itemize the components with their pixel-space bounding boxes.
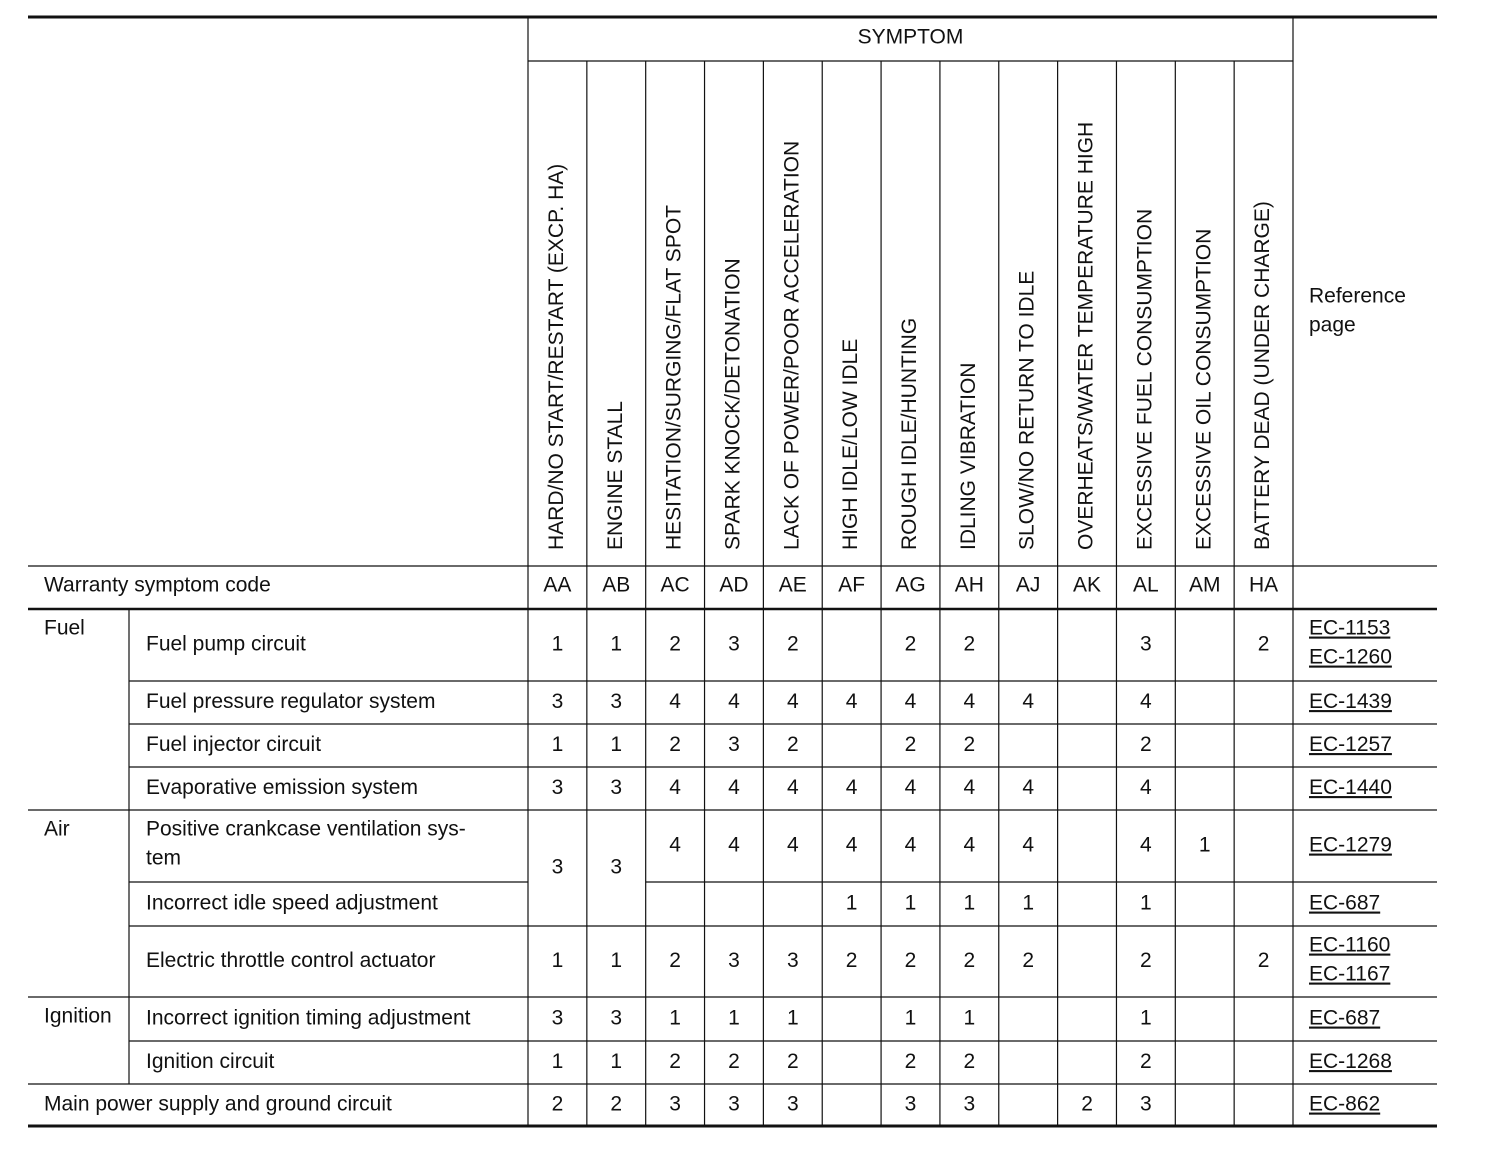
symptom-column-header: IDLING VIBRATION [956, 362, 980, 550]
value-aj: 4 [1022, 690, 1035, 714]
reference-link[interactable]: EC-1279 [1309, 833, 1392, 857]
component-label: tem [146, 846, 182, 870]
symptom-column-header: ENGINE STALL [603, 401, 627, 550]
value-al: 3 [1140, 632, 1152, 656]
value-af: 2 [845, 949, 858, 973]
value-aa: 1 [551, 733, 564, 757]
value-ac: 2 [669, 1050, 681, 1074]
value-ag: 2 [904, 949, 917, 973]
value-ae: 3 [786, 1092, 799, 1116]
value-aa: 3 [551, 776, 564, 800]
value-ae: 1 [786, 1006, 799, 1030]
value-ak: 2 [1081, 1092, 1093, 1116]
value-ad: 3 [728, 949, 740, 973]
value-al: 4 [1140, 776, 1152, 800]
value-ag: 4 [904, 690, 917, 714]
symptom-column-header: EXCESSIVE FUEL CONSUMPTION [1133, 208, 1157, 550]
value-ad: 4 [728, 833, 740, 857]
group-label-fuel: Fuel [44, 616, 85, 640]
group-label-ignition: Ignition [44, 1004, 112, 1028]
value-ah: 4 [963, 776, 976, 800]
value-ab: 1 [610, 632, 623, 656]
value-aj: 2 [1022, 949, 1035, 973]
reference-link[interactable]: EC-1440 [1309, 776, 1392, 800]
symptom-column-header: HARD/NO START/RESTART (EXCP. HA) [544, 163, 568, 550]
value-ha: 2 [1257, 632, 1270, 656]
value-ah: 2 [963, 733, 976, 757]
warranty-code-ag: AG [895, 573, 926, 597]
reference-link[interactable]: EC-1257 [1309, 733, 1392, 757]
value-ah: 2 [963, 1050, 976, 1074]
value-af: 4 [845, 776, 858, 800]
symptom-column-header: BATTERY DEAD (UNDER CHARGE) [1251, 201, 1275, 550]
reference-link[interactable]: EC-1439 [1309, 690, 1392, 714]
value-ad: 3 [728, 733, 740, 757]
value-al: 1 [1140, 891, 1152, 915]
value-al: 2 [1140, 733, 1152, 757]
component-label: Fuel injector circuit [146, 733, 322, 757]
value-ad: 3 [728, 1092, 740, 1116]
value-ah: 2 [963, 632, 976, 656]
warranty-symptom-code-label: Warranty symptom code [44, 573, 271, 597]
warranty-code-ad: AD [719, 573, 749, 597]
value-ae: 3 [786, 949, 799, 973]
component-label: Positive crankcase ventilation sys- [146, 817, 466, 841]
warranty-code-ab: AB [602, 573, 631, 597]
value-ad: 1 [728, 1006, 740, 1030]
value-al: 2 [1140, 1050, 1152, 1074]
component-label: Evaporative emission system [146, 776, 418, 800]
value-af: 4 [845, 690, 858, 714]
value-ab: 1 [610, 1050, 623, 1074]
value-ab: 3 [610, 776, 623, 800]
symptom-column-header: SLOW/NO RETURN TO IDLE [1015, 270, 1039, 550]
value-ah: 1 [963, 891, 976, 915]
value-ac: 3 [669, 1092, 681, 1116]
value-ag: 1 [904, 891, 917, 915]
value-aj: 4 [1022, 776, 1035, 800]
symptom-title: SYMPTOM [857, 25, 964, 49]
component-label: Ignition circuit [146, 1050, 275, 1074]
value-af: 4 [845, 833, 858, 857]
reference-page-label: Reference [1309, 284, 1406, 308]
value-ae: 2 [786, 632, 799, 656]
reference-link[interactable]: EC-1260 [1309, 645, 1392, 669]
value-am: 1 [1198, 833, 1211, 857]
value-ae: 4 [786, 833, 799, 857]
value-aa: 2 [551, 1092, 564, 1116]
symptom-column-header: ROUGH IDLE/HUNTING [898, 317, 922, 550]
reference-page-label: page [1309, 313, 1356, 337]
value-ag: 4 [904, 833, 917, 857]
value-al: 4 [1140, 833, 1152, 857]
value-ad: 3 [728, 632, 740, 656]
value-ac: 2 [669, 632, 681, 656]
value-ab: 1 [610, 733, 623, 757]
value-ah: 2 [963, 949, 976, 973]
value-ab: 2 [610, 1092, 623, 1116]
value-ha: 2 [1257, 949, 1270, 973]
value-ad: 2 [728, 1050, 740, 1074]
value-aa: 1 [551, 949, 564, 973]
warranty-code-am: AM [1188, 573, 1221, 597]
warranty-code-aa: AA [543, 573, 572, 597]
reference-link[interactable]: EC-1160 [1309, 933, 1391, 957]
value-ah: 4 [963, 690, 976, 714]
group-label-air: Air [44, 817, 70, 841]
value-ae: 2 [786, 733, 799, 757]
value-aa: 1 [551, 1050, 564, 1074]
value-ac: 2 [669, 733, 681, 757]
value-ac: 4 [669, 833, 681, 857]
symptom-column-header: HESITATION/SURGING/FLAT SPOT [662, 205, 686, 550]
value-aa: 1 [551, 632, 564, 656]
value-af: 1 [845, 891, 858, 915]
value-aa: 3 [551, 690, 564, 714]
value-aj: 4 [1022, 833, 1035, 857]
value-ad: 4 [728, 776, 740, 800]
value-ac: 4 [669, 776, 681, 800]
value-ac: 2 [669, 949, 681, 973]
component-label: Main power supply and ground circuit [44, 1092, 392, 1116]
component-label: Incorrect idle speed adjustment [146, 891, 438, 915]
value-ag: 4 [904, 776, 917, 800]
value-ab: 1 [610, 949, 623, 973]
value-al: 3 [1140, 1092, 1152, 1116]
reference-link[interactable]: EC-687 [1309, 891, 1381, 915]
warranty-code-ae: AE [778, 573, 807, 597]
reference-link[interactable]: EC-1153 [1309, 616, 1391, 640]
value-ac: 1 [669, 1006, 681, 1030]
reference-link[interactable]: EC-687 [1309, 1006, 1381, 1030]
warranty-code-ha: HA [1248, 573, 1279, 597]
value-aa: 3 [551, 855, 564, 879]
symptom-column-header: OVERHEATS/WATER TEMPERATURE HIGH [1074, 121, 1098, 550]
value-ab: 3 [610, 855, 623, 879]
warranty-code-af: AF [838, 573, 866, 597]
warranty-code-ak: AK [1073, 573, 1102, 597]
value-al: 1 [1140, 1006, 1152, 1030]
value-al: 2 [1140, 949, 1152, 973]
value-ag: 3 [904, 1092, 917, 1116]
value-aa: 3 [551, 1006, 564, 1030]
warranty-code-al: AL [1133, 573, 1159, 597]
reference-link[interactable]: EC-862 [1309, 1092, 1381, 1116]
value-al: 4 [1140, 690, 1152, 714]
value-ag: 2 [904, 632, 917, 656]
warranty-code-ah: AH [954, 573, 984, 597]
value-ab: 3 [610, 1006, 623, 1030]
component-label: Fuel pressure regulator system [146, 690, 436, 714]
symptom-column-header: SPARK KNOCK/DETONATION [721, 258, 745, 550]
value-ah: 4 [963, 833, 976, 857]
value-ab: 3 [610, 690, 623, 714]
component-label: Electric throttle control actuator [146, 949, 436, 973]
value-ah: 1 [963, 1006, 976, 1030]
component-label: Fuel pump circuit [146, 632, 306, 656]
symptom-column-header: HIGH IDLE/LOW IDLE [839, 338, 863, 550]
value-ah: 3 [963, 1092, 976, 1116]
warranty-code-aj: AJ [1015, 573, 1041, 597]
value-ag: 1 [904, 1006, 917, 1030]
value-ag: 2 [904, 1050, 917, 1074]
component-label: Incorrect ignition timing adjustment [146, 1006, 471, 1030]
symptom-column-header: LACK OF POWER/POOR ACCELERATION [780, 140, 804, 550]
reference-link[interactable]: EC-1268 [1309, 1050, 1392, 1074]
value-aj: 1 [1022, 891, 1035, 915]
value-ag: 2 [904, 733, 917, 757]
value-ae: 4 [786, 690, 799, 714]
value-ac: 4 [669, 690, 681, 714]
value-ad: 4 [728, 690, 740, 714]
reference-link[interactable]: EC-1167 [1309, 962, 1391, 986]
value-ae: 4 [786, 776, 799, 800]
value-ae: 2 [786, 1050, 799, 1074]
symptom-column-header: EXCESSIVE OIL CONSUMPTION [1192, 228, 1216, 550]
warranty-code-ac: AC [660, 573, 690, 597]
